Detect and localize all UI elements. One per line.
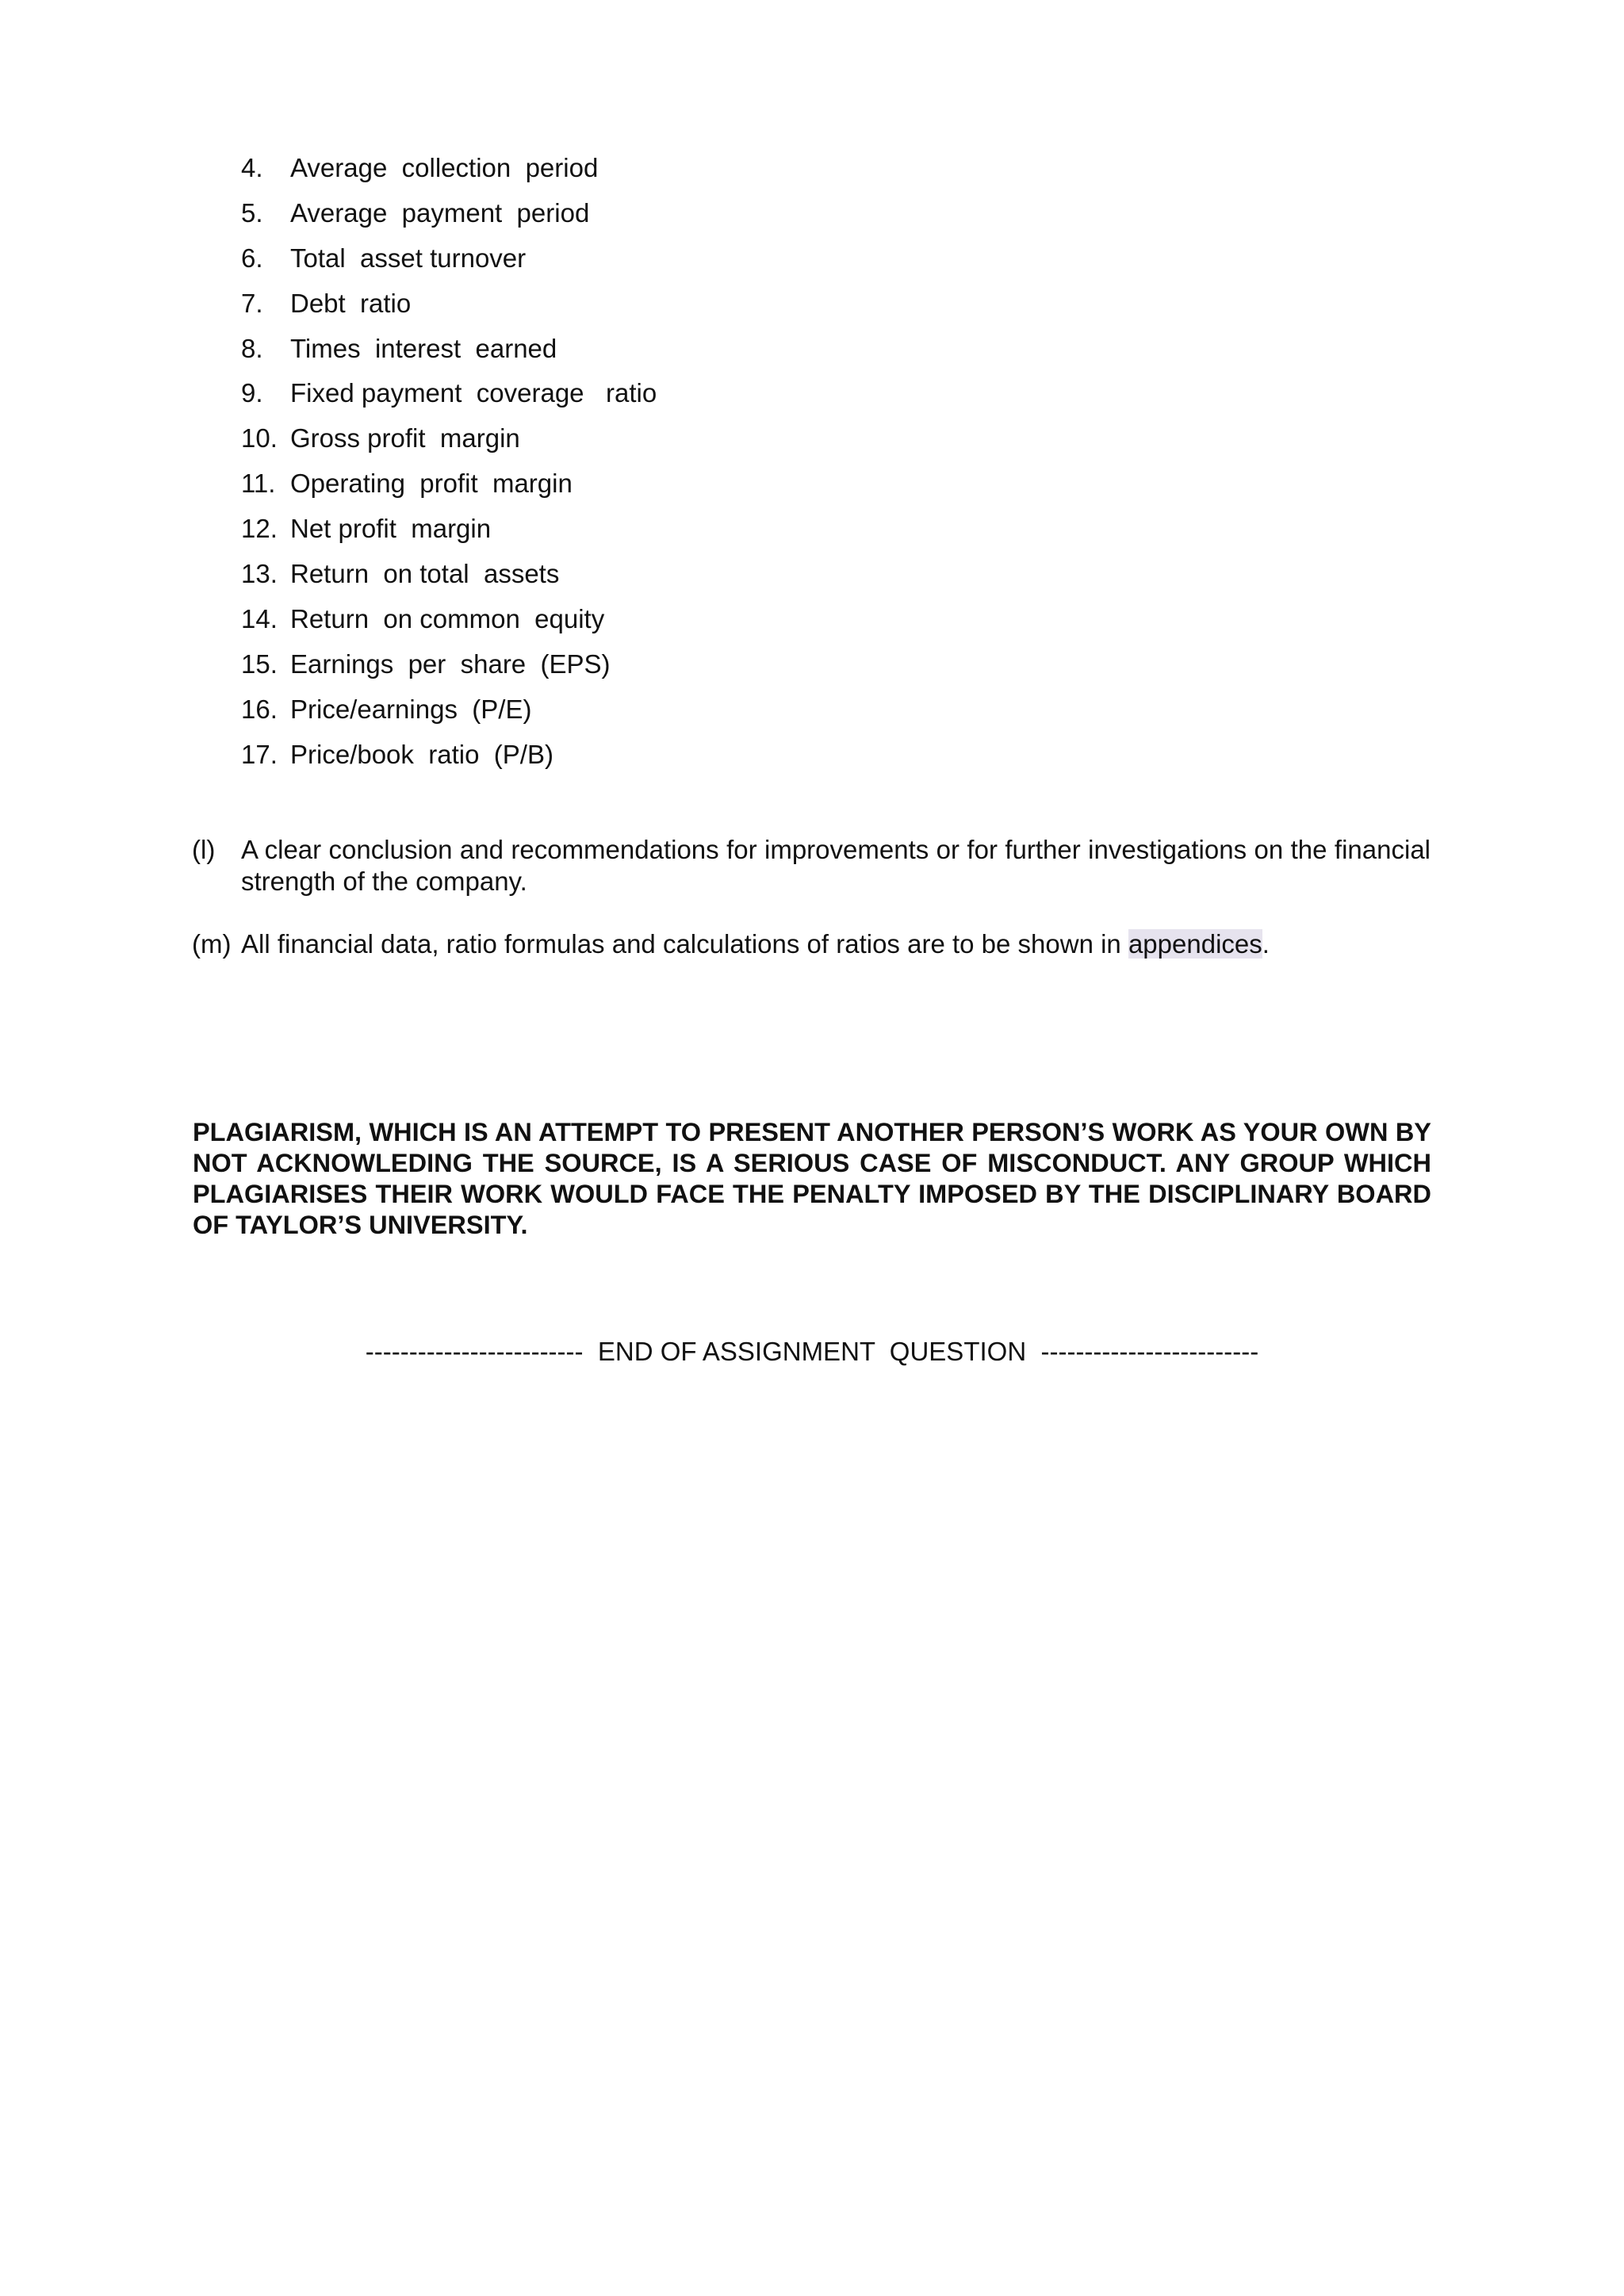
ratio-number: 11.	[241, 469, 276, 499]
item-text-after: .	[1262, 929, 1270, 959]
ratio-item	[241, 736, 657, 781]
ratio-label: Times interest earned	[290, 333, 557, 363]
ratio-item	[241, 374, 657, 419]
ratio-label: Net profit margin	[290, 514, 492, 544]
ratio-number: 4.	[241, 153, 263, 182]
item-text-before: All financial data, ratio formulas and calculations of ratios are to be shown in	[241, 929, 1128, 959]
ratio-item	[241, 419, 657, 465]
item-marker: (m)	[192, 929, 232, 959]
ratio-number: 17.	[241, 739, 278, 769]
ratio-label: Total asset turnover	[290, 243, 527, 273]
ratio-number: 12.	[241, 514, 278, 544]
ratio-number: 14.	[241, 603, 278, 633]
item-marker: (l)	[192, 835, 216, 864]
ratio-label: Return on total assets	[290, 559, 560, 589]
ratio-label: Gross profit margin	[290, 423, 520, 453]
ratio-item	[241, 194, 657, 239]
ratio-number: 16.	[241, 694, 278, 724]
ratio-number: 8.	[241, 333, 263, 363]
ratio-item	[241, 510, 657, 555]
ratio-number: 6.	[241, 243, 263, 273]
end-of-assignment-marker: ------------------------- END OF ASSIGNMENT QUESTION -------------------------	[365, 1337, 1259, 1366]
ratio-number: 15.	[241, 649, 278, 679]
ratio-number: 10.	[241, 423, 278, 453]
highlighted-word: appendices	[1128, 929, 1262, 959]
ratio-label: Return on common equity	[290, 603, 605, 633]
ratio-item	[241, 149, 657, 194]
ratio-label: Average payment period	[290, 197, 590, 228]
ratio-item	[241, 691, 657, 736]
ratio-item	[241, 465, 657, 510]
plagiarism-notice: PLAGIARISM, WHICH IS AN ATTEMPT TO PRESENT ANOTHER PERSON’S WORK AS YOUR OWN BY NOT ACKNOWLEDING THE SOURCE, IS A SERIOUS CASE OF MISCONDUCT. ANY GROUP WHICH PLAGIARISES THEIR WORK WOULD FACE THE PENALTY IMPOSED BY THE DISCIPLINARY BOARD OF TAYLOR’S UNIVERSITY.	[193, 1118, 1431, 1239]
ratio-label: Earnings per share (EPS)	[290, 649, 611, 679]
item-text: A clear conclusion and recommendations for improvements or for further investigations on the financial strength of the company.	[241, 835, 1431, 896]
requirement-item-m	[192, 928, 1431, 960]
ratio-label: Price/book ratio (P/B)	[290, 739, 553, 769]
ratio-label: Price/earnings (P/E)	[290, 694, 532, 724]
ratio-item	[241, 645, 657, 691]
ratio-item	[241, 330, 657, 375]
ratio-label: Operating profit margin	[290, 469, 573, 499]
ratio-item	[241, 285, 657, 330]
ratio-label: Average collection period	[290, 153, 599, 182]
ratio-item	[241, 600, 657, 645]
ratio-number: 13.	[241, 559, 278, 589]
ratio-item	[241, 239, 657, 285]
ratio-list	[241, 149, 657, 780]
ratio-number: 9.	[241, 378, 263, 408]
ratio-label: Fixed payment coverage ratio	[290, 378, 657, 408]
ratio-label: Debt ratio	[290, 288, 412, 318]
ratio-number: 5.	[241, 197, 263, 228]
requirement-item-l	[192, 834, 1431, 897]
ratio-number: 7.	[241, 288, 263, 318]
item-text	[241, 928, 1431, 960]
ratio-item	[241, 555, 657, 600]
